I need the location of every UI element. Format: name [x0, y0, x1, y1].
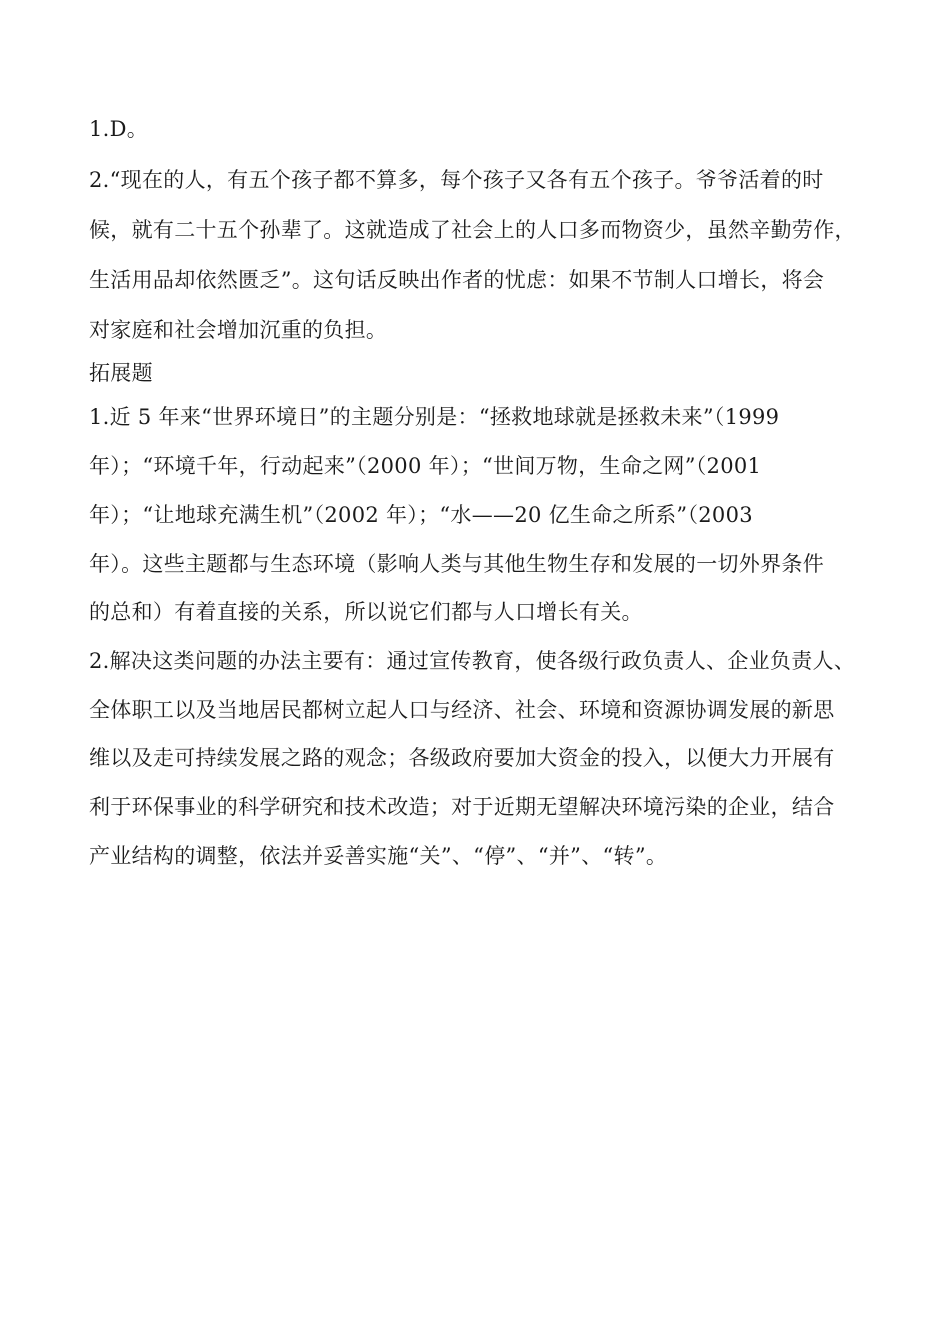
answer-2-line-4: 对家庭和社会增加沉重的负担。: [89, 318, 388, 342]
extension-2-line-5: 产业结构的调整，依法并妥善实施“关”、“停”、“并”、“转”。: [89, 844, 668, 868]
extension-1-line-2: 年）；“环境千年，行动起来”（2000 年）；“世间万物，生命之网”（2001: [89, 454, 762, 478]
answer-2-line-2: 候，就有二十五个孙辈了。这就造成了社会上的人口多而物资少，虽然辛勤劳作，: [89, 218, 856, 242]
extension-2-line-3: 维以及走可持续发展之路的观念；各级政府要加大资金的投入，以便大力开展有: [89, 746, 835, 770]
extension-2-line-2: 全体职工以及当地居民都树立起人口与经济、社会、环境和资源协调发展的新思: [89, 698, 835, 722]
extension-1-line-4: 年）。这些主题都与生态环境（影响人类与其他生物生存和发展的一切外界条件: [89, 552, 824, 576]
answer-2-line-1: 2.“现在的人，有五个孩子都不算多，每个孩子又各有五个孩子。爷爷活着的时: [89, 168, 824, 192]
extension-2-line-4: 利于环保事业的科学研究和技术改造；对于近期无望解决环境污染的企业，结合: [89, 795, 835, 819]
extension-1-line-5: 的总和）有着直接的关系，所以说它们都与人口增长有关。: [89, 600, 643, 624]
section-heading: 拓展题: [89, 361, 153, 385]
extension-1-line-1: 1.近 5 年来“世界环境日”的主题分别是：“拯救地球就是拯救未来”（1999: [89, 405, 780, 429]
answer-2-line-3: 生活用品却依然匮乏”。这句话反映出作者的忧虑：如果不节制人口增长，将会: [89, 268, 825, 292]
answer-1: 1.D。: [89, 117, 149, 141]
extension-2-line-1: 2.解决这类问题的办法主要有：通过宣传教育，使各级行政负责人、企业负责人、: [89, 649, 856, 673]
extension-1-line-3: 年）；“让地球充满生机”（2002 年）；“水——20 亿生命之所系”（2003: [89, 503, 753, 527]
